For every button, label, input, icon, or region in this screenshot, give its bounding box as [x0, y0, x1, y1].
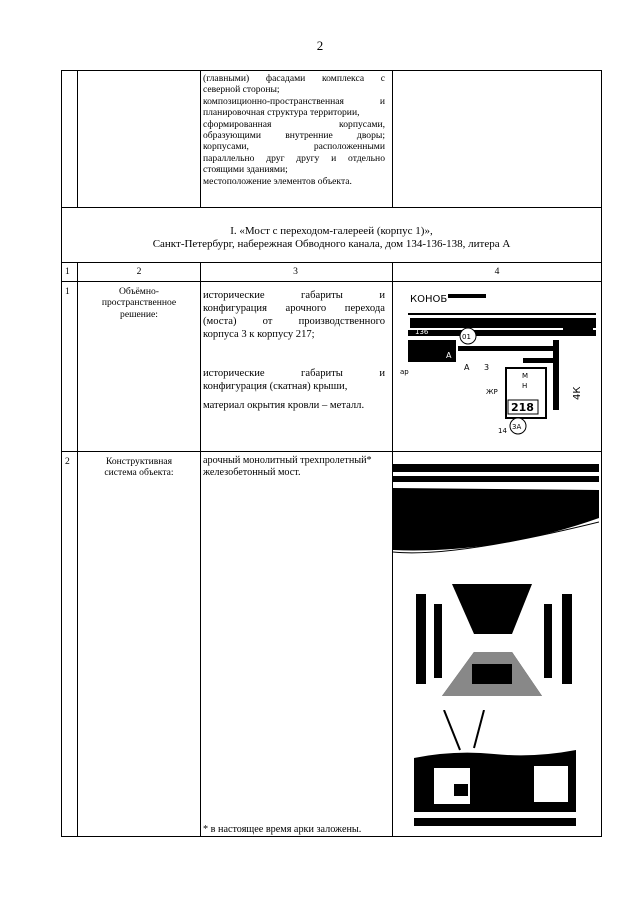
footnote: * в настоящее время арки заложены. [203, 824, 362, 835]
plan-label: 136 [415, 328, 429, 336]
text-line: стоящими зданиями; [203, 164, 288, 176]
text-line: материал окрытия кровли – металл. [203, 400, 365, 411]
plan-label: ЖР [486, 388, 498, 396]
text-line: (моста) от производственного [203, 316, 385, 327]
text-line: (главными) фасадами комплекса с [203, 73, 385, 84]
text-line: сформированная корпусами, [203, 118, 385, 130]
text-line: корпуса 3 к корпусу 217; [203, 329, 315, 340]
text-line: корпусами, расположенными [203, 141, 385, 153]
section-title: I. «Мост с переходом-галереей (корпус 1)», [230, 225, 433, 237]
col-divider [77, 451, 201, 837]
column-number: 4 [494, 266, 500, 277]
top-row-col2 [77, 70, 201, 208]
plan-label: А [464, 363, 470, 372]
text-line: конфигурация арочного перехода [203, 303, 385, 314]
row-description: железобетонный мост. [203, 467, 301, 478]
text-line: местоположение элементов объекта. [203, 175, 352, 187]
row-number: 2 [65, 456, 70, 467]
row-description: арочный монолитный трехпролетный* [203, 455, 372, 466]
page-number: 2 [316, 38, 324, 53]
row-name: Объёмно-пространственное решение: [101, 286, 177, 320]
text-line: планировочная структура территории, [203, 107, 360, 119]
text-line: северной стороны; [203, 84, 280, 96]
col-divider [61, 451, 78, 837]
plan-label: КОНОБ [410, 294, 448, 305]
column-number: 3 [293, 266, 298, 277]
plan-label: 218 [511, 401, 534, 414]
plan-label: 3А [512, 423, 522, 431]
plan-label: А [446, 351, 452, 360]
col-divider [200, 451, 393, 837]
top-row-col1 [61, 70, 78, 208]
text-line: образующими внутренние дворы; [203, 130, 385, 142]
column-number: 2 [136, 266, 142, 277]
top-row-text [203, 73, 385, 187]
plan-label: 01 [462, 333, 471, 341]
column-number: 1 [65, 266, 70, 277]
text-line: композиционно-пространственная и [203, 95, 385, 107]
row-description [203, 289, 385, 412]
plan-label: М [522, 372, 529, 380]
section-address: Санкт-Петербург, набережная Обводного канала, дом 134-136-138, литера А [152, 238, 511, 250]
text-line: конфигурация (скатная) крыши, [203, 381, 348, 392]
row-number: 1 [65, 286, 70, 297]
arch-opening-photo [414, 710, 576, 836]
bridge-photo [393, 460, 599, 560]
row-name: Конструктивная система объекта: [104, 456, 174, 479]
col-divider [61, 281, 78, 452]
plan-label: 3 [484, 363, 490, 372]
plan-label: 4К [572, 386, 583, 400]
site-plan-image [398, 288, 596, 438]
text-line: исторические габариты и [203, 290, 385, 301]
plan-label: 14 [498, 427, 507, 435]
plan-label: ар [400, 368, 409, 376]
text-line: исторические габариты и [203, 368, 385, 379]
text-line: параллельно друг другу и отдельно [203, 152, 385, 164]
plan-label: Н [522, 382, 528, 390]
gallery-interior-photo [412, 584, 578, 696]
